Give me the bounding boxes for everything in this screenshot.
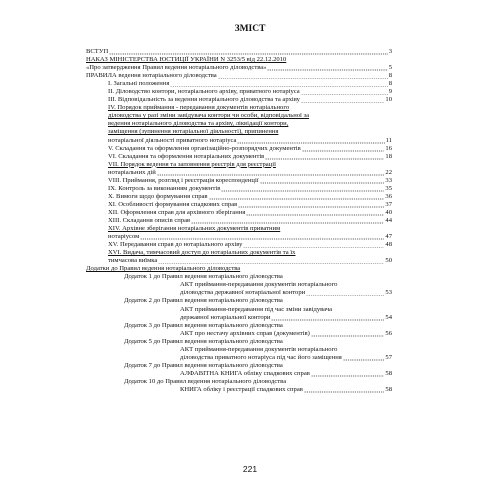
toc-entry-page: 33 [385,176,392,184]
toc-entry [0,362,500,370]
toc-entry [0,48,500,56]
toc-entry-text: нотаріусом [108,233,140,241]
toc-entry-page: 50 [385,257,392,265]
toc-entry [0,217,500,225]
toc-entry [0,112,500,120]
toc-entry-text: АКТ приймання-передавання документів нотаріального [180,345,338,353]
table-of-contents [0,48,500,394]
toc-entry-text: нотаріальних дій [108,168,156,176]
toc-entry-text: «Про затвердження Правил ведення нотаріального діловодства» [86,64,267,72]
toc-entry [0,233,500,241]
toc-entry [0,209,500,217]
toc-leader-dots [311,330,384,337]
toc-leader-dots [158,257,384,264]
toc-entry-text: діловодства державної нотаріальної контори [180,289,306,297]
toc-entry [0,265,500,273]
toc-leader-dots [218,72,388,79]
toc-entry-text: IX. Контроль за виконанням документів [108,184,221,192]
toc-entry-text: Додатки до Правил ведення нотаріального діловодства [86,265,241,273]
toc-entry-text: АКТ про нестачу архівних справ (документів) [180,329,310,337]
toc-entry [0,193,500,201]
toc-entry-text: XV. Передавання справ до нотаріального архіву [108,241,243,249]
toc-entry-text: IV. Порядок приймання - передавання документів нотаріального [108,104,290,112]
page-number: 221 [242,464,258,474]
toc-entry-text: КНИГА обліку і реєстрації спадкових справ [180,385,303,393]
toc-leader-dots [221,185,384,192]
toc-leader-dots [343,354,384,361]
toc-entry-page: 47 [385,233,392,241]
toc-entry-page: 10 [385,96,392,104]
toc-entry [0,225,500,233]
toc-entry-text: III. Відповідальність за ведення нотаріального діловодства та архіву [108,96,300,104]
toc-entry [0,72,500,80]
toc-entry-text: Додаток 2 до Правил ведення нотаріального діловодства [124,297,283,305]
toc-entry-text: Додаток 5 до Правил ведення нотаріального діловодства [124,337,283,345]
toc-entry [0,241,500,249]
toc-entry-text: Додаток 3 до Правил ведення нотаріального діловодства [124,321,283,329]
toc-entry-page: 54 [385,313,392,321]
toc-entry-page: 18 [385,152,392,160]
toc-entry-page: 58 [385,385,392,393]
toc-entry [0,128,500,136]
toc-leader-dots [265,153,384,160]
toc-leader-dots [157,169,384,176]
toc-entry [0,161,500,169]
toc-entry [0,354,500,362]
toc-entry-text: XIII. Складання описів справ [108,216,191,224]
toc-entry-text: Додаток 10 до Правил ведення нотаріального діловодства [124,377,287,385]
toc-entry [0,145,500,153]
toc-entry-page: 57 [385,353,392,361]
toc-entry [0,370,500,378]
toc-entry-page: 53 [385,289,392,297]
toc-entry-text: діловодства приватного нотаріуса під час його заміщення [180,353,342,361]
toc-entry [0,273,500,281]
toc-entry [0,153,500,161]
toc-entry [0,201,500,209]
toc-entry-text: Додаток 7 до Правил ведення нотаріального діловодства [124,361,283,369]
toc-leader-dots [301,88,388,95]
toc-entry-page: 5 [388,64,392,72]
toc-entry [0,177,500,185]
toc-entry-text: V. Складання та оформлення організаційно-розпорядчих документів [108,144,301,152]
toc-entry [0,378,500,386]
toc-title: ЗМІСТ [234,24,266,34]
toc-entry [0,346,500,354]
toc-entry-text: XII. Оформлення справ для архівного зберігання [108,208,246,216]
toc-entry-text: Додаток 1 до Правил ведення нотаріального діловодства [124,273,283,281]
toc-entry [0,88,500,96]
toc-leader-dots [271,314,384,321]
toc-entry-page: 9 [388,88,392,96]
toc-entry [0,314,500,322]
toc-entry [0,306,500,314]
toc-entry [0,257,500,265]
toc-entry [0,120,500,128]
toc-entry-text: VII. Порядок ведення та заповнення реєстрів для реєстрації [108,160,276,168]
toc-entry-text: АЛФАВІТНА КНИГА обліку спадкових справ [180,369,310,377]
toc-entry-page: 8 [388,72,392,80]
toc-leader-dots [191,217,384,224]
toc-entry [0,322,500,330]
toc-entry-page: 37 [385,200,392,208]
toc-entry-text: VIII. Приймання, розгляд і реєстрація кореспонденції [108,176,259,184]
toc-entry [0,169,500,177]
toc-entry-page: 48 [385,241,392,249]
toc-entry [0,185,500,193]
toc-leader-dots [304,386,384,393]
toc-entry-text: заміщення (зупинення нотаріальної діяльності), припинення [108,128,279,136]
toc-entry-page: 16 [385,144,392,152]
toc-leader-dots [170,80,388,87]
toc-entry [0,64,500,72]
toc-leader-dots [260,177,384,184]
toc-entry-page: 35 [385,184,392,192]
toc-entry [0,289,500,297]
toc-entry-text: XI. Особливості формування спадкових справ [108,200,238,208]
toc-entry-text: АКТ приймання-передавання під час зміни завідувача [180,305,333,313]
toc-entry [0,137,500,145]
toc-entry-text: I. Загальні положення [108,80,170,88]
toc-entry [0,330,500,338]
toc-entry-text: нотаріальної діяльності приватного нотаріуса [108,136,237,144]
toc-entry-page: 40 [385,208,392,216]
toc-leader-dots [301,96,384,103]
toc-leader-dots [302,145,384,152]
toc-entry-text: державної нотаріальної контори [180,313,271,321]
toc-entry-page: 8 [388,80,392,88]
toc-entry-text: XIV. Архівне зберігання нотаріальних документів приватним [108,225,281,233]
toc-entry-text: XVI. Видача, тимчасовий доступ до нотаріальних документів та їх [108,249,296,257]
toc-leader-dots [109,48,388,55]
toc-leader-dots [140,233,384,240]
toc-leader-dots [243,241,384,248]
toc-entry-text: VI. Складання та оформлення нотаріальних документів [108,152,265,160]
toc-entry-page: 3 [388,48,392,55]
toc-entry [0,297,500,305]
toc-entry-page: 58 [385,369,392,377]
toc-entry-text: тимчасова виїмка [108,257,158,265]
toc-entry-page: 11 [385,136,392,144]
toc-entry [0,249,500,257]
toc-entry [0,96,500,104]
toc-entry-text: ВСТУП [86,48,109,55]
toc-leader-dots [306,289,384,296]
toc-entry-page: 56 [385,329,392,337]
toc-entry-text: АКТ приймання-передавання документів нотаріального [180,281,338,289]
toc-entry-page: 36 [385,192,392,200]
toc-leader-dots [311,370,384,377]
toc-entry-text: II. Діловодство контори, нотаріального архіву, приватного нотаріуса [108,88,300,96]
toc-entry [0,56,500,64]
toc-entry-page: 22 [385,168,392,176]
toc-leader-dots [238,201,384,208]
toc-entry-text: НАКАЗ МІНІСТЕРСТВА ЮСТИЦІЇ УКРАЇНИ N 3253/5 від 22.12.2010 [86,56,287,64]
toc-entry [0,281,500,289]
toc-leader-dots [209,193,384,200]
toc-entry [0,104,500,112]
toc-entry [0,386,500,394]
toc-entry-text: ПРАВИЛА ведення нотаріального діловодства [86,72,217,80]
toc-leader-dots [237,137,385,144]
toc-entry-text: ведення нотаріального діловодства та архіву, ліквідації контори, [108,120,289,128]
toc-leader-dots [267,64,388,71]
toc-entry-text: діловодства у разі зміни завідувача контори чи особи, відповідальної за [108,112,310,120]
toc-leader-dots [246,209,384,216]
toc-entry [0,80,500,88]
toc-entry-page: 44 [385,216,392,224]
toc-entry-text: X. Вимоги щодо формування справ [108,192,208,200]
toc-entry [0,338,500,346]
